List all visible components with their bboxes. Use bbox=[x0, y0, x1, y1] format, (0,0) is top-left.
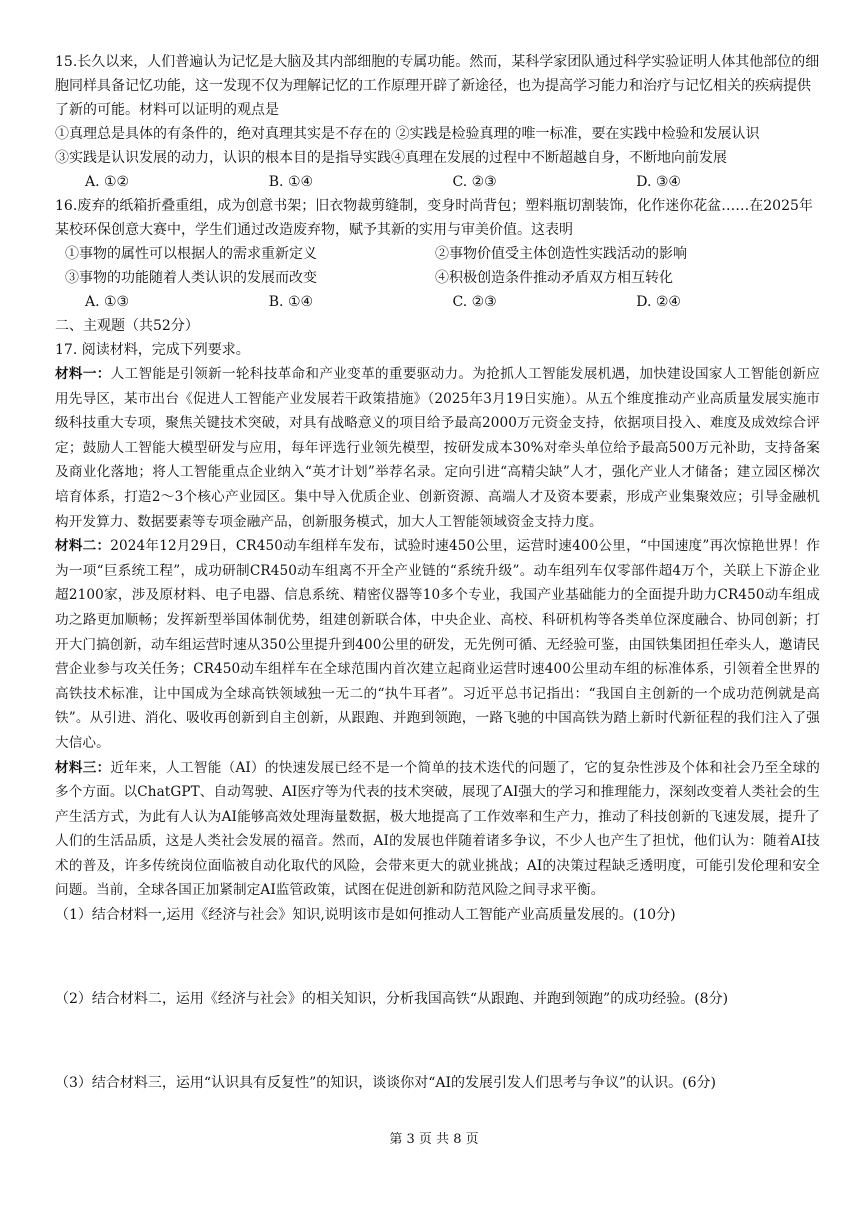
q16-statement-3: ③事物的功能随着人类认识的发展而改变 bbox=[65, 270, 317, 286]
q15-option-a: A. ①② bbox=[85, 174, 130, 190]
q15-option-d: D. ③④ bbox=[636, 174, 681, 190]
q17-subquestion-1: （1）结合材料一,运用《经济与社会》知识,说明该市是如何推动人工智能产业高质量发展的。(10分) bbox=[55, 907, 676, 924]
q17-intro: 17. 阅读材料，完成下列要求。 bbox=[55, 342, 250, 358]
material-3-label: 材料三： bbox=[55, 759, 111, 776]
q16-stem: 16.废弃的纸箱折叠重组，成为创意书架；旧衣物裁剪缝制，变身时尚背包；塑料瓶切割装饰，化作迷你花盆……在2025年某校环保创意大赛中，学生们通过改造废弃物，赋予其新的实用与审美价值。这表明 bbox=[55, 198, 813, 238]
q16-statements-row1 bbox=[55, 242, 820, 266]
section-heading: 二、主观题（共52分） bbox=[55, 318, 199, 334]
q16-option-a: A. ①③ bbox=[85, 294, 130, 310]
q15-statements-1: ①真理总是具体的有条件的，绝对真理其实是不存在的 ②实践是检验真理的唯一标准，要在实践中检验和发展认识 bbox=[55, 126, 760, 142]
material-2-text: 2024年12月29日，CR450动车组样车发布，试验时速450公里，运营时速400公里，“中国速度”再次惊艳世界！作为一项“巨系统工程”，成功研制CR450动车组离不开全产业链的“系统升级”。动车组列车仅零部件超4万个，关联上下游企业超2100家，涉及原材料、电子电器、信息系统、精密仪器等10多个专业，我国产业基础能力的全面提升助力CR450动车组成功之路更加顺畅；发挥新型举国体制优势，组建创新联合体，中央企业、高校、科研机构等各类单位深度融合、协同创新；打开大门搞创新，动车组运营时速从350公里提升到400公里的研发，无先例可循、无经验可鉴，由国铁集团担任牵头人，邀请民营企业参与攻关任务；CR450动车组样车在全球范围内首次建立起商业运营时速400公里动车组的标准体系，引领着全世界的高铁技术标准，让中国成为全球高铁领域独一无二的“执牛耳者”。习近平总书记指出：“我国自主创新的一个成功范例就是高铁”。从引进、消化、吸收再创新到自主创新，从跟跑、并跑到领跑，一路飞驰的中国高铁为踏上新时代新征程的我们注入了强大信心。 bbox=[55, 538, 820, 751]
material-2-label: 材料二： bbox=[55, 538, 111, 555]
q16-option-b: B. ①④ bbox=[268, 294, 314, 310]
material-1-text: 人工智能是引领新一轮科技革命和产业变革的重要驱动力。为抢抓人工智能发展机遇，加快建设国家人工智能创新应用先导区，某市出台《促进人工智能产业发展若干政策措施》（2025年3月19日实施）。从五个维度推动产业高质量发展实施市级科技重大专项，聚焦关键技术突破，对具有战略意义的项目给予最高2000万元资金支持，依据项目投入、难度及成效综合评定；鼓励人工智能大模型研发与应用，每年评选行业领先模型，按研发成本30%对牵头单位给予最高500万元补助，支持备案及商业化落地；将人工智能重点企业纳入“英才计划”举荐名录。定向引进“高精尖缺”人才，强化产业人才储备；建立园区梯次培育体系，打造2～3个核心产业园区。集中导入优质企业、创新资源、高端人才及资本要素，形成产业集聚效应；引导金融机构开发算力、数据要素等专项金融产品，创新服务模式，加大人工智能领域资金支持力度。 bbox=[55, 366, 820, 530]
material-1 bbox=[55, 362, 820, 534]
q15-stem: 15.长久以来，人们普遍认为记忆是大脑及其内部细胞的专属功能。然而，某科学家团队通过科学实验证明人体其他部位的细胞同样具备记忆功能，这一发现不仅为理解记忆的工作原理开辟了新途径，也为提高学习能力和治疗与记忆相关的疾病提供了新的可能。材料可以证明的观点是 bbox=[55, 54, 820, 118]
q16-option-c: C. ②③ bbox=[452, 294, 497, 310]
question-17 bbox=[55, 338, 820, 1095]
q16-statement-2: ②事物价值受主体创造性实践活动的影响 bbox=[435, 246, 687, 262]
material-3 bbox=[55, 756, 820, 904]
q15-options bbox=[55, 170, 820, 194]
material-1-label: 材料一： bbox=[55, 366, 111, 382]
page-footer: 第 3 页 共 8 页 bbox=[389, 1132, 479, 1147]
answer-space-1 bbox=[55, 927, 820, 987]
q17-subquestion-2: （2）结合材料二，运用《经济与社会》的相关知识，分析我国高铁“从跟跑、并跑到领跑”的成功经验。(8分) bbox=[55, 991, 729, 1008]
q16-statement-1: ①事物的属性可以根据人的需求重新定义 bbox=[65, 246, 317, 262]
q17-subquestion-3: （3）结合材料三，运用“认识具有反复性”的知识，谈谈你对“AI的发展引发人们思考与争议”的认识。(6分) bbox=[55, 1075, 717, 1092]
question-15 bbox=[55, 50, 820, 194]
material-2 bbox=[55, 534, 820, 755]
question-16 bbox=[55, 194, 820, 314]
q15-option-b: B. ①④ bbox=[268, 174, 314, 190]
q16-option-d: D. ②④ bbox=[636, 294, 681, 310]
q16-statement-4: ④积极创造条件推动矛盾双方相互转化 bbox=[435, 270, 673, 286]
q15-statements-2: ③实践是认识发展的动力，认识的根本目的是指导实践④真理在发展的过程中不断超越自身，不断地向前发展 bbox=[55, 150, 727, 166]
answer-space-2 bbox=[55, 1011, 820, 1071]
material-3-text: 近年来，人工智能（AI）的快速发展已经不是一个简单的技术迭代的问题了，它的复杂性涉及个体和社会乃至全球的多个方面。以ChatGPT、自动驾驶、AI医疗等为代表的技术突破，展现了AI强大的学习和推理能力，深刻改变着人类社会的生产生活方式，为此有人认为AI能够高效处理海量数据，极大地提高了工作效率和生产力，推动了科技创新的飞速发展，提升了人们的生活品质，这是人类社会发展的福音。然而，AI的发展也伴随着诸多争议，不少人也产生了担忧，他们认为：随着AI技术的普及，许多传统岗位面临被自动化取代的风险，会带来更大的就业挑战；AI的决策过程缺乏透明度，可能引发伦理和安全问题。当前，全球各国正加紧制定AI监管政策，试图在促进创新和防范风险之间寻求平衡。 bbox=[55, 759, 820, 899]
q16-statements-row2 bbox=[55, 266, 820, 290]
q15-option-c: C. ②③ bbox=[452, 174, 497, 190]
q16-options bbox=[55, 290, 820, 314]
